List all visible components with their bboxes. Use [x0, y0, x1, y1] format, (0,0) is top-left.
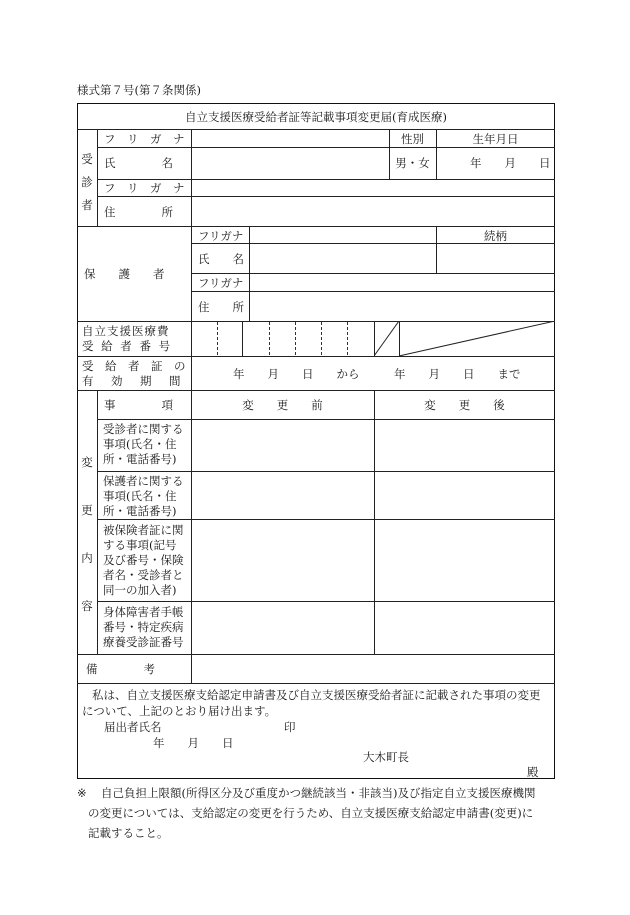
unused-cell-strike: [374, 321, 555, 356]
change-item-header: 事 項: [104, 398, 173, 412]
patient-furigana-field[interactable]: [192, 130, 388, 146]
change-item-patient: 受診者に関する 事項(氏名・住 所・電話番号): [103, 422, 184, 466]
declaration-line2: について、上記のとおり届け出ます。: [82, 704, 277, 718]
recipient-number-label-line1: 自立支援医療費: [82, 324, 170, 338]
insurance-after-field[interactable]: [375, 520, 554, 600]
gender-label: 性別: [401, 132, 424, 146]
honorific: 殿: [527, 765, 539, 779]
remarks-field[interactable]: [192, 655, 554, 682]
col-divider: [97, 390, 98, 654]
gender-option[interactable]: 男・女: [395, 156, 430, 170]
declaration-line1: 私は、自立支援医療支給認定申請書及び自立支援医療受給者証に記載された事項の変更: [92, 688, 541, 702]
certificates-before-field[interactable]: [192, 602, 373, 653]
patient-furigana-label: フ リ ガ ナ: [104, 132, 185, 146]
row-divider: [77, 390, 555, 391]
guardian-group-label: 保 護 者: [84, 267, 165, 281]
patient-furigana2-label: フ リ ガ ナ: [104, 181, 185, 195]
seal-mark: 印: [284, 720, 296, 734]
dob-label: 生年月日: [472, 132, 519, 146]
change-item-insurance: 被保険者証に関 する事項(記号 及び番号・保険 者名・受診者と 同一の加入者): [103, 523, 184, 597]
relationship-field[interactable]: [437, 244, 554, 272]
note-line2: の変更については、支給認定の変更を行うため、自立支援医療支給認定申請書(変更)に: [88, 806, 534, 820]
guardian-furigana-label: フリガナ: [198, 229, 244, 243]
patient-before-field[interactable]: [192, 420, 373, 470]
guardian-name-field[interactable]: [250, 244, 435, 272]
change-item-guardian: 保護者に関する 事項(氏名・住 所・電話番号): [103, 474, 184, 518]
recipient-number-field[interactable]: [192, 322, 374, 355]
guardian-address-furigana-field[interactable]: [250, 274, 554, 290]
validity-label-line1: 受 給 者 証 の: [82, 359, 186, 373]
patient-address-furigana-field[interactable]: [192, 180, 554, 195]
guardian-furigana2-label: フリガナ: [198, 276, 244, 290]
note-mark: ※: [77, 786, 87, 800]
applicant-name-field[interactable]: [170, 718, 280, 733]
guardian-address-field[interactable]: [250, 292, 554, 320]
change-group-label: 変 更 内 容: [81, 455, 93, 613]
addressee: 大木町長: [363, 750, 409, 764]
recipient-number-label-line2: 受 給 者 番 号: [82, 339, 173, 353]
change-before-header: 変 更 前: [242, 398, 323, 412]
row-divider: [77, 356, 555, 357]
change-after-header: 変 更 後: [424, 398, 505, 412]
remarks-label: 備 考: [86, 662, 155, 676]
col-divider: [97, 129, 98, 226]
patient-after-field[interactable]: [375, 420, 554, 470]
note-line1: 自己負担上限額(所得区分及び重度かつ継続該当・非該当)及び指定自立支援医療機関: [101, 786, 536, 800]
guardian-name-label: 氏 名: [198, 252, 244, 266]
declaration-date[interactable]: 年 月 日: [153, 736, 234, 750]
patient-name-field[interactable]: [192, 148, 388, 178]
patient-name-label: 氏 名: [104, 156, 173, 170]
form-number: 様式第７号(第７条関係): [77, 83, 201, 97]
guardian-after-field[interactable]: [375, 472, 554, 518]
validity-label-line2: 有 効 期 間: [82, 374, 184, 388]
guardian-address-label: 住 所: [198, 300, 244, 314]
dob-value[interactable]: 年 月 日: [470, 156, 551, 170]
insurance-before-field[interactable]: [192, 520, 373, 600]
applicant-name-label: 届出者氏名: [104, 720, 162, 734]
note-line3: 記載すること。: [88, 826, 169, 840]
row-divider: [77, 683, 555, 684]
patient-group-label: 受 診 者: [81, 152, 93, 212]
guardian-furigana-field[interactable]: [250, 227, 435, 242]
form-title: 自立支援医療受給者証等記載事項変更届(育成医療): [185, 110, 447, 124]
guardian-before-field[interactable]: [192, 472, 373, 518]
col-divider: [191, 226, 192, 321]
patient-address-field[interactable]: [192, 197, 554, 225]
certificates-after-field[interactable]: [375, 602, 554, 653]
change-item-certificates: 身体障害者手帳 番号・特定疾病 療養受診証番号: [103, 605, 184, 649]
patient-address-label: 住 所: [104, 205, 173, 219]
relationship-label: 続柄: [484, 229, 507, 243]
validity-period-value[interactable]: 年 月 日 から 年 月 日 まで: [233, 367, 521, 381]
